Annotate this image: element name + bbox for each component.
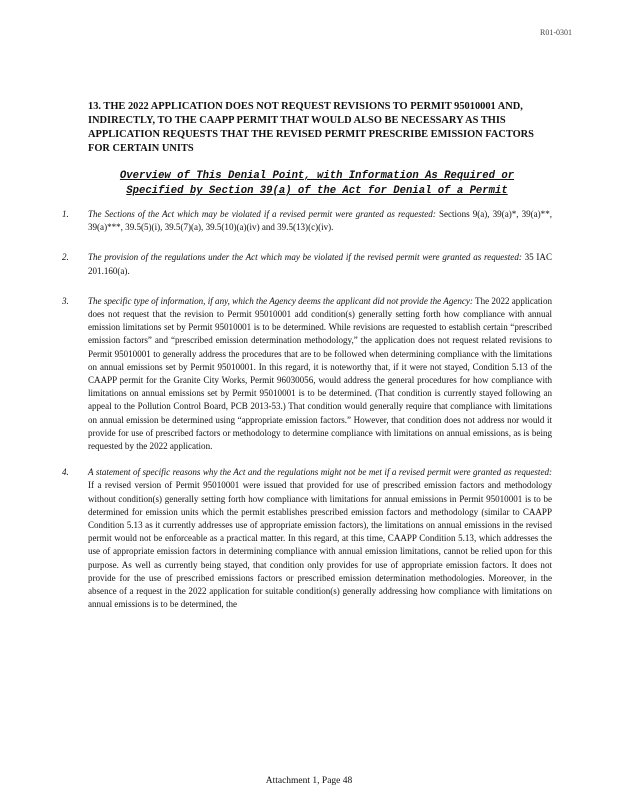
section-subheading: Overview of This Denial Point, with Information As Required or Specified by Section 39(a) of the Act for Denial of a Permit <box>119 170 515 197</box>
list-item <box>62 466 552 611</box>
item-lead: The Sections of the Act which may be violated if a revised permit were granted as requested: <box>88 209 436 219</box>
item-body: The 2022 application does not request that the revision to Permit 95010001 add condition(s) generally setting forth how compliance with annual emission limitations set by Permit 95010001 is to be determined. While revisions are requested to establish certain “prescribed emission factors” and “prescribed emission determination methodology,” the application does not request related revisions to Permit 95010001 to generally address the procedures that are to be followed when determining compliance with the limitations on annual emissions set by Permit 95010001. In this regard, it is noteworthy that, if it were not stayed, Condition 5.13 of the CAAPP permit for the Granite City Works, Permit 96030056, would address the general procedures for how compliance with limitations on annual emissions set by Permit 95010001 is to be determined. (That condition is currently stayed following an appeal to the Pollution Control Board, PCB 2013-53.) That condition would generally require that compliance with limitations on annual emission be determined using “appropriate emission factors.” However, that condition does not address nor would it provide for use of prescribed factors or methodology to determine compliance with limitations on annual emissions, as is being requested by the 2022 application. <box>88 295 552 452</box>
denial-point-list <box>62 208 552 611</box>
item-number: 1. <box>62 209 69 219</box>
item-body: If a revised version of Permit 95010001 were issued that provided for use of prescribed emission factors and methodology without condition(s) generally setting forth how compliance with limitations for annual emissions in Permit 95010001 is to be determined for emission units which the permit establishes prescribed emission factors and methodology (similar to CAAPP Condition 5.13 as it currently addresses use of appropriate emission factors), the limitations on annual emissions in the revised permit would not be enforceable as a practical matter. In this regard, at this time, CAAPP Condition 5.13, which addresses the use of appropriate emission factors in determining compliance with annual emission limitations, cannot be relied upon for this purpose. As well as currently being stayed, that condition only provides for use of appropriate emission factors. It does not provide for the use of prescribed emissions factors or prescribed emission determination methodologies. Moreover, in the absence of a request in the 2022 application for suitable condition(s) generally addressing how compliance with limitations on annual emissions is to be determined, the <box>88 480 552 610</box>
item-lead: A statement of specific reasons why the Act and the regulations might not be met if a revised permit were granted as requested: <box>88 467 552 478</box>
item-number: 2. <box>62 252 69 263</box>
item-number: 4. <box>62 467 69 478</box>
page-footer: Attachment 1, Page 48 <box>265 776 353 786</box>
item-lead: The provision of the regulations under the Act which may be violated if the revised permit were granted as requested: <box>88 252 522 263</box>
list-item <box>62 295 552 453</box>
section-heading: 13. THE 2022 APPLICATION DOES NOT REQUEST REVISIONS TO PERMIT 95010001 AND, INDIRECTLY, TO THE CAAPP PERMIT THAT WOULD ALSO BE NECESSARY AS THIS APPLICATION REQUESTS THAT THE REVISED PERMIT PRESCRIBE EMISSION FACTORS FOR CERTAIN UNITS <box>88 101 534 154</box>
item-lead: The specific type of information, if any, which the Agency deems the applicant did not provide the Agency: <box>88 295 473 306</box>
document-id: R01-0301 <box>540 28 572 37</box>
list-item <box>62 208 552 234</box>
list-item <box>62 251 552 277</box>
item-body: Sections 9(a), 39(a)*, 39(a)**, 39(a)***, 39.5(5)(i), 39.5(7)(a), 39.5(10)(a)(iv) and 39.5(13)(c)(iv). <box>88 209 552 233</box>
item-body: 35 IAC 201.160(a). <box>88 252 552 276</box>
item-number: 3. <box>62 295 69 306</box>
